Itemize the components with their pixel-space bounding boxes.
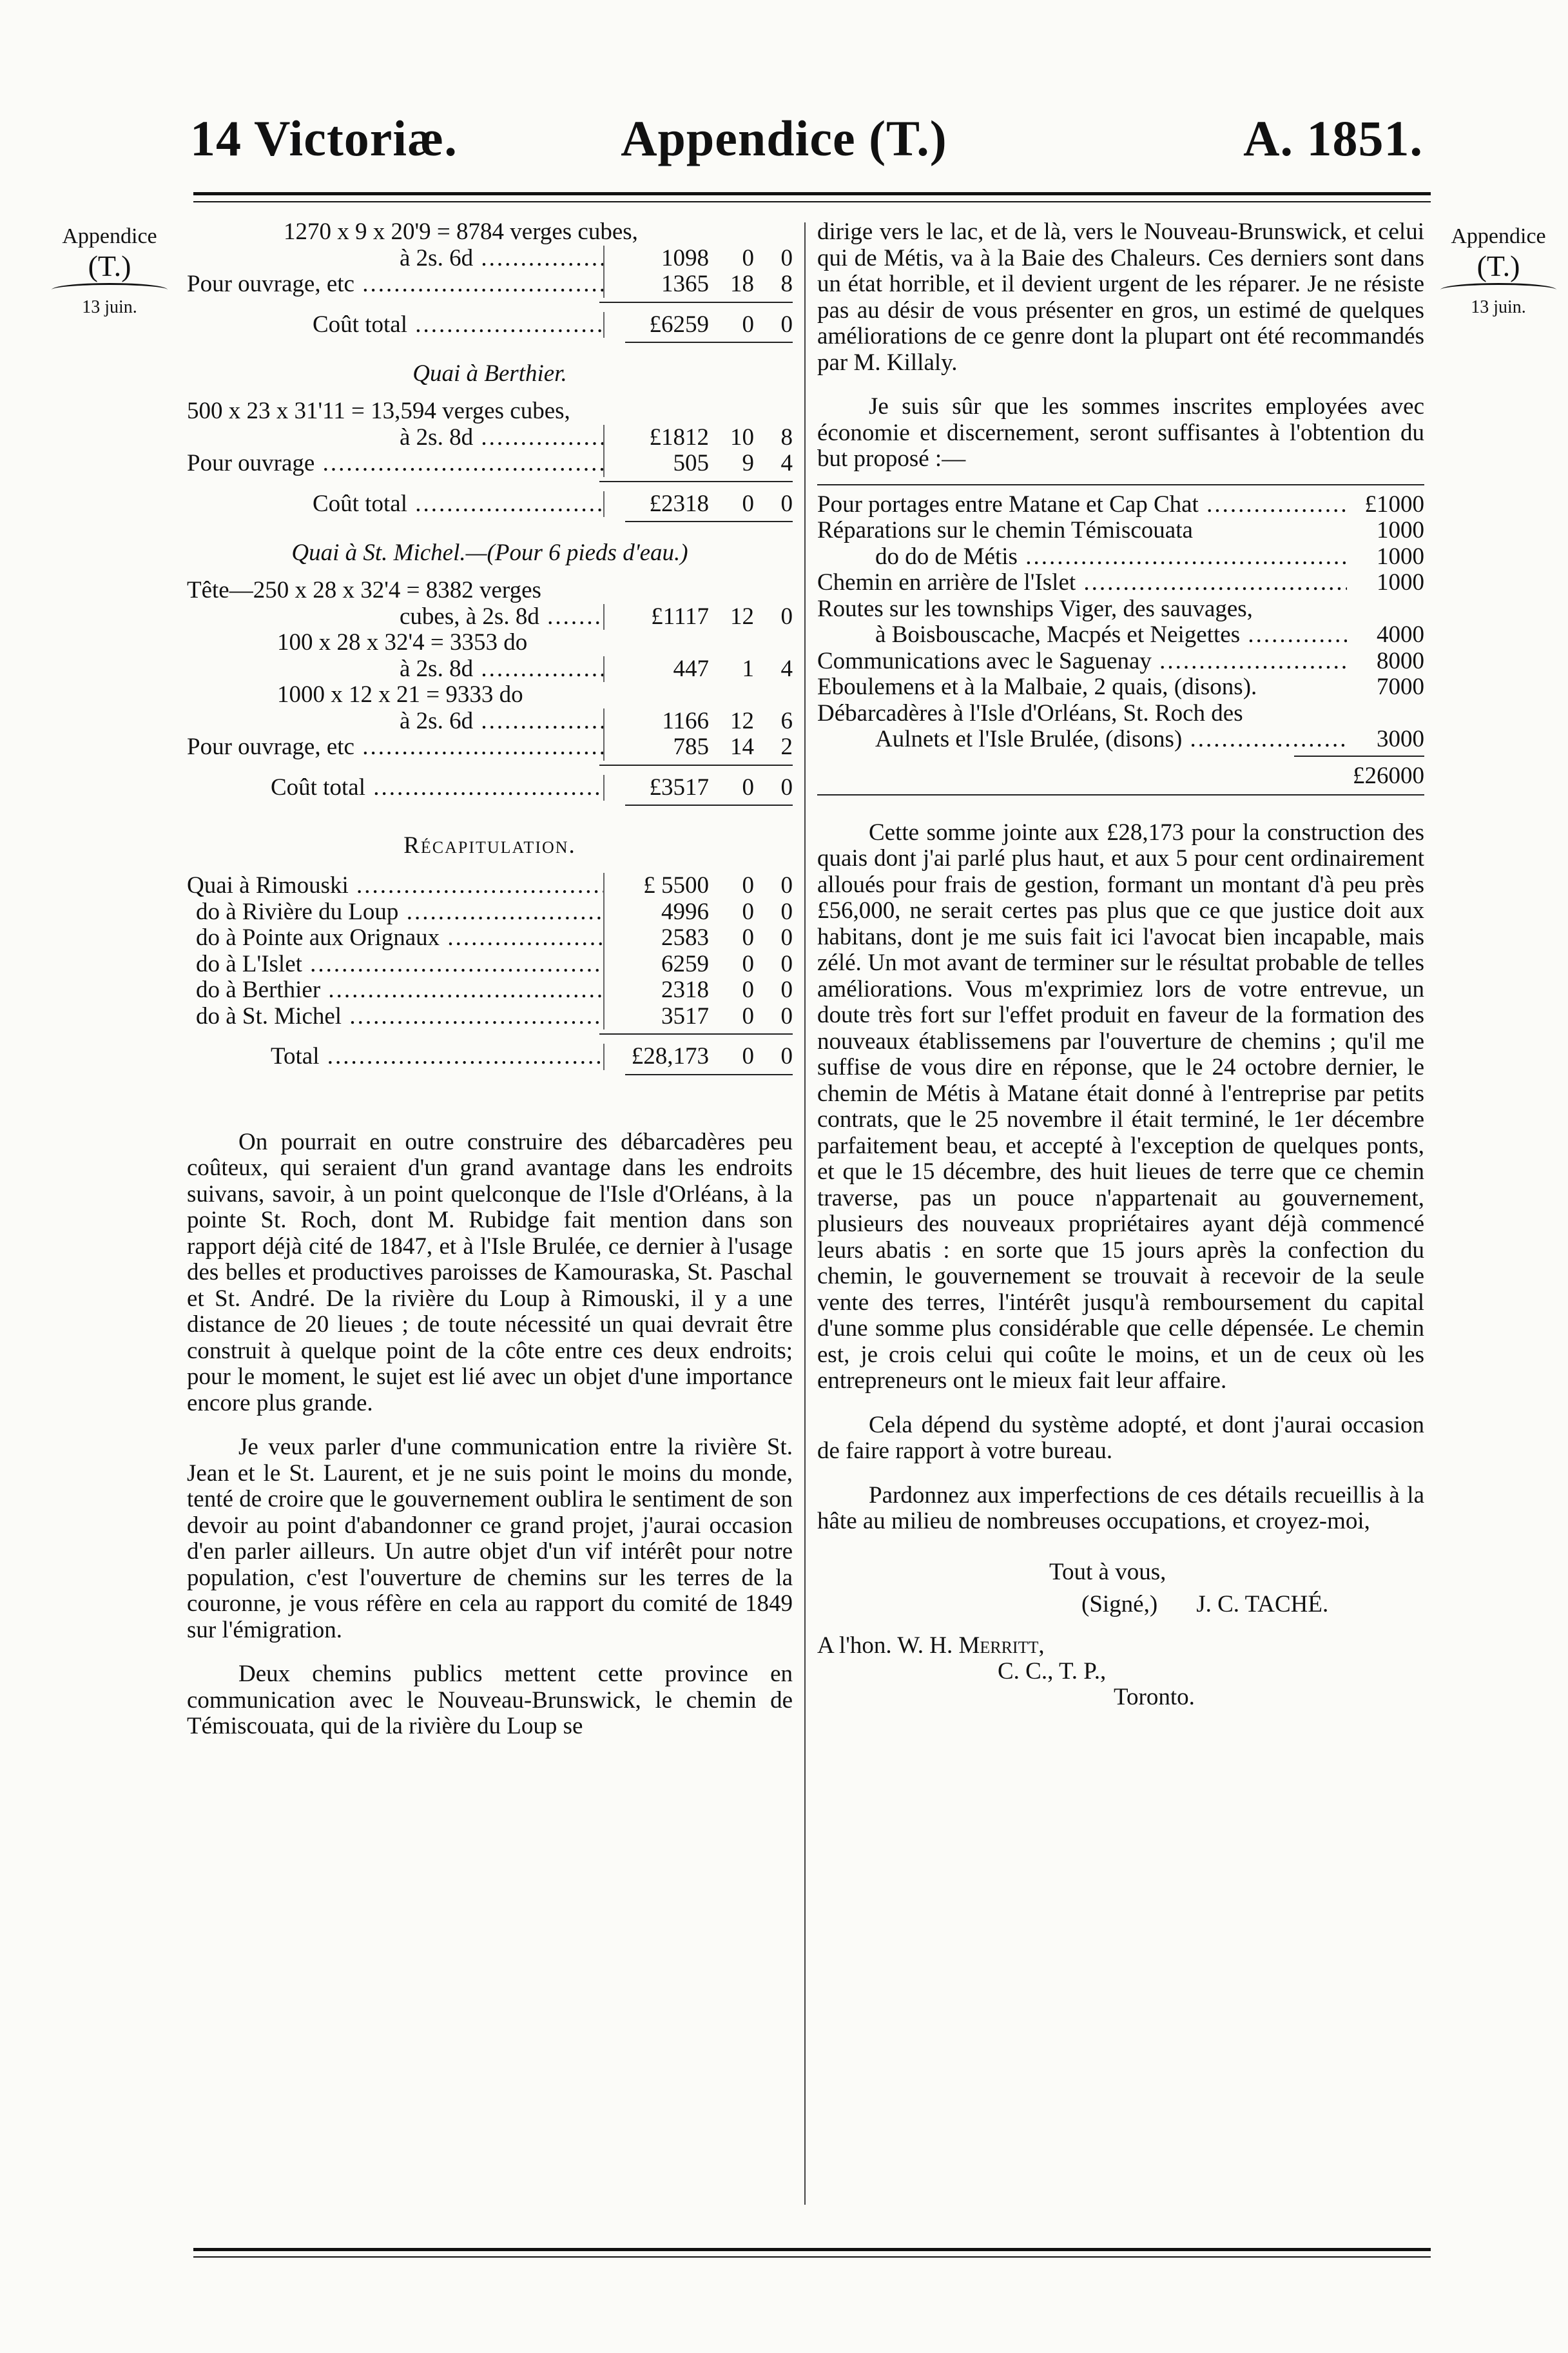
closing-salutation: Tout à vous, [1049,1558,1166,1585]
paragraph: Cela dépend du système adopté, et dont j'aurai occasion de faire rapport à votre bureau. [817,1411,1424,1464]
recap-label: do à L'Islet ..... [187,952,603,978]
right-column [817,219,1424,1710]
estimate-row [817,492,1424,518]
estimate-value: 4000 [1377,621,1424,648]
recap-amount: 2318 0 0 [603,977,793,1004]
ledger-label: Coût total ..... [187,312,603,338]
ledger-row [187,656,793,683]
calc-line: 500 x 23 x 31'11 = 13,594 verges cubes, [187,398,570,424]
addressee-line: A l'hon. W. H. Merritt, [817,1632,1045,1659]
ledger-total-row [187,775,793,801]
sum-rule [625,342,793,352]
ledger-row [187,271,793,298]
bottom-rule [193,2248,1431,2251]
estimate-row [817,674,1424,701]
recap-amount: 4996 0 0 [603,899,793,926]
ledger-label: Pour ouvrage ..... [187,451,603,477]
header-title: Appendice (T.) [621,110,947,166]
estimate-label: Débarcadères à l'Isle d'Orléans, St. Roch des [817,700,1243,727]
column-divider [804,222,806,2205]
paragraph: On pourrait en outre construire des débarcadères peu coûteux, qui seraient d'un grand avantage dans les endroits suivans, savoir, à un point quelconque de l'Isle d'Orléans, à la pointe St. Roch, dont M. Rubidge fait mention dans son rapport déjà cité de 1847, et à l'Isle Brulée, ce dernier à l'usage des belles et productives paroisses de Kamouraska, St. Paschal et St. André. De la rivière du Loup à Rimouski, il y a une distance de 20 lieues ; de toute nécessité un quai devrait être construit à quelque point de la côte entre ces deux endroits; pour le moment, le sujet est lié avec un objet d'une importance encore plus grande. [187,1128,793,1416]
paragraph: Je suis sûr que les sommes inscrites employées avec économie et discernement, seront suffisantes à l'obtention du but proposé :— [817,393,1424,472]
calc-line: 1000 x 12 x 21 = 9333 do [277,681,523,708]
recap-amount: 2583 0 0 [603,925,793,952]
estimate-label: Eboulemens et à la Malbaie, 2 quais, (disons). [817,674,1257,700]
addressee-city: Toronto. [1114,1683,1195,1710]
ledger-amount: £2318 0 0 [603,491,793,518]
recap-row [187,873,793,899]
recap-label: Quai à Rimouski ..... [187,873,603,899]
ledger-label: Coût total ..... [187,491,603,518]
ledger-label: à 2s. 6d ..... [187,708,603,735]
estimate-label: Réparations sur le chemin Témiscouata [817,518,1193,543]
paragraph: dirige vers le lac, et de là, vers le Nouveau-Brunswick, et celui qui de Métis, va à la Baie des Chaleurs. Ces derniers sont dans un état horrible, et il devient urgent de les réparer. Je ne résiste pas au désir de vous présenter en gros, un estimé de quelques améliorations de ce genre dont la plupart ont été recommandés par M. Killaly. [817,219,1424,376]
ledger-total-row [187,312,793,338]
paragraph: Pardonnez aux imperfections de ces détails recueillis à la hâte au milieu de nombreuses occupations, et croyez-moi, [817,1481,1424,1534]
estimate-label: Communications avec le Saguenay ..... [817,649,1347,675]
margin-note-right [1434,222,1563,318]
top-rule [193,192,1431,195]
margin-note-label: Appendice [1451,224,1546,248]
estimate-label: Aulnets et l'Isle Brulée, (disons) ..... [817,727,1347,753]
recap-row [187,952,793,978]
estimate-value: 8000 [1377,647,1424,674]
paragraph: Je veux parler d'une communication entre la rivière St. Jean et le St. Laurent, et je ne suis point le moins du monde, tenté de croire que le gouvernement oublira le sentiment de son devoir au point d'abandonner ce grand projet, j'aurai occasion d'en parler ailleurs. Un autre objet d'un vif intérêt pour notre population, c'est l'ouverture de chemins sur les terres de la couronne, je vous réfère en cela au rapport du comité de 1849 sur l'émigration. [187,1434,793,1643]
ledger-label: Coût total ..... [187,775,603,801]
estimate-row [817,649,1424,675]
recap-row [187,899,793,926]
brace-mark [1440,283,1556,297]
table-rule [817,484,1424,492]
sum-rule [599,481,793,491]
ledger-row [187,604,793,630]
estimate-row [817,727,1424,753]
ledger-label: Pour ouvrage, etc ..... [187,271,603,298]
ledger-total-row [187,491,793,518]
calc-line: 1270 x 9 x 20'9 = 8784 verges cubes, [284,219,638,245]
margin-note-letter: (T.) [1476,249,1520,282]
estimate-total: £26000 [1353,762,1424,789]
bottom-rule-thin [193,2256,1431,2258]
ledger-label: Pour ouvrage, etc ..... [187,734,603,761]
recap-amount: 6259 0 0 [603,952,793,978]
paragraph: Cette somme jointe aux £28,173 pour la construction des quais dont j'ai parlé plus haut, et aux 5 pour cent ordinairement alloués pour frais de gestion, formant un montant d'à peu près £56,000, ne serait certes pas plus que ce que justice doit aux habitans, dont je me suis fait ici l'avocat bien incapable, mais zélé. Un mot avant de terminer sur le résultat probable de telles améliorations. Vous m'exprimiez lors de votre entrevue, un doute très fort sur l'effet produit en faveur de la formation des nouveaux établissemens par l'ouverture de chemins ; qu'il me suffise de vous dire en réponse, que le 24 octobre dernier, le chemin de Métis à Matane était donné à l'entreprise par petits contrats, que le 25 novembre il était terminé, le 1er décembre parfaitement beau, et accepté à l'exception de quelques ponts, et que le 15 décembre, des huit lieues de terre que ce chemin traverse, pas un pouce n'appartenait au gouvernement, plusieurs des nouveaux propriétaires ayant déjà commencé leurs abatis : en sorte que 15 jours après la confection du chemin, le gouvernement se trouvait à recevoir de la seule vente des terres, l'intérêt jusqu'à remboursement du capital d'une somme plus considérable que celle dépensée. Le chemin est, je crois celui qui coûte le moins, et un de ceux où les entrepreneurs ont le mieux fait leur affaire. [817,819,1424,1394]
estimate-value: 1000 [1377,517,1424,543]
table-rule [817,794,1424,802]
ledger-amount: 447 1 4 [603,656,793,683]
paragraph: Deux chemins publics mettent cette province en communication avec le Nouveau-Brunswick, le chemin de Témiscouata, qui de la rivière du Loup se [187,1661,793,1739]
margin-note-label: Appendice [62,224,157,248]
ledger-amount: £1812 10 8 [603,425,793,451]
recap-amount: £ 5500 0 0 [603,873,793,899]
left-column [187,219,793,1740]
estimate-value: 7000 [1377,674,1424,700]
margin-note-letter: (T.) [88,249,131,282]
estimate-label: Routes sur les townships Viger, des sauvages, [817,596,1253,622]
ledger-amount: 505 9 4 [603,451,793,477]
sum-rule [599,765,793,775]
estimate-label: à Boisbouscache, Macpés et Neigettes ..... [817,622,1347,649]
ledger-amount: £6259 0 0 [603,312,793,338]
signature-block [817,1592,1424,1624]
estimate-value: 3000 [1377,726,1424,752]
estimate-value: £1000 [1364,491,1424,518]
recap-title: Récapitulation. [403,832,576,859]
ledger-label: cubes, à 2s. 8d ..... [187,604,603,630]
ledger-amount: 1098 0 0 [603,246,793,272]
ledger-amount: £3517 0 0 [603,775,793,801]
brace-mark [52,283,168,297]
margin-note-date: 13 juin. [1471,297,1526,317]
recap-label: do à Berthier ..... [187,977,603,1004]
recap-amount: 3517 0 0 [603,1004,793,1030]
sum-rule [625,1074,793,1084]
ledger-amount: 785 14 2 [603,734,793,761]
sum-rule [625,805,793,815]
ledger-row [187,708,793,735]
recap-row [187,925,793,952]
calc-line: 100 x 28 x 32'4 = 3353 do [277,629,528,656]
ledger-label: à 2s. 8d ..... [187,425,603,451]
ledger-row [187,734,793,761]
signer-name: J. C. TACHÉ. [1196,1590,1329,1617]
margin-note-date: 13 juin. [82,297,137,317]
recap-row [187,1004,793,1030]
estimate-row [817,544,1424,571]
ledger-label: à 2s. 8d ..... [187,656,603,683]
estimate-row [817,701,1424,727]
ledger-row [187,451,793,477]
sum-rule [1294,756,1424,763]
estimate-label: Pour portages entre Matane et Cap Chat ..... [817,492,1347,518]
calc-line: Tête—250 x 28 x 32'4 = 8382 verges [187,577,541,603]
sum-rule [599,302,793,312]
estimate-label: do do de Métis ..... [817,544,1347,571]
section-title-berthier: Quai à Berthier. [412,360,567,387]
ledger-amount: 1365 18 8 [603,271,793,298]
ledger-label: à 2s. 6d ..... [187,246,603,272]
estimate-row [817,518,1424,544]
estimate-value: 1000 [1377,569,1424,596]
header-session: 14 Victoriæ. [190,110,458,166]
sum-rule [599,1033,793,1044]
margin-note-left [45,222,174,318]
estimate-row [817,570,1424,596]
estimate-label: Chemin en arrière de l'Islet ..... [817,570,1347,596]
estimate-value: 1000 [1377,543,1424,570]
sum-rule [625,521,793,531]
recap-label: do à Pointe aux Orignaux ..... [187,925,603,952]
ledger-amount: 1166 12 6 [603,708,793,735]
ledger-row [187,246,793,272]
recap-label: do à Rivière du Loup ..... [187,899,603,926]
top-rule-thin [193,201,1431,202]
section-title-st-michel: Quai à St. Michel.—(Pour 6 pieds d'eau.) [291,540,688,566]
recap-label: Total ..... [187,1044,603,1070]
estimate-row [817,622,1424,649]
recap-amount: £28,173 0 0 [603,1044,793,1070]
addressee-title: C. C., T. P., [998,1657,1107,1684]
signed-label: (Signé,) [1081,1590,1158,1617]
estimate-row [817,596,1424,623]
header-year: A. 1851. [1243,110,1423,166]
ledger-amount: £1117 12 0 [603,604,793,630]
recap-label: do à St. Michel ..... [187,1004,603,1030]
recap-row [187,977,793,1004]
ledger-row [187,425,793,451]
recap-total-row [187,1044,793,1070]
